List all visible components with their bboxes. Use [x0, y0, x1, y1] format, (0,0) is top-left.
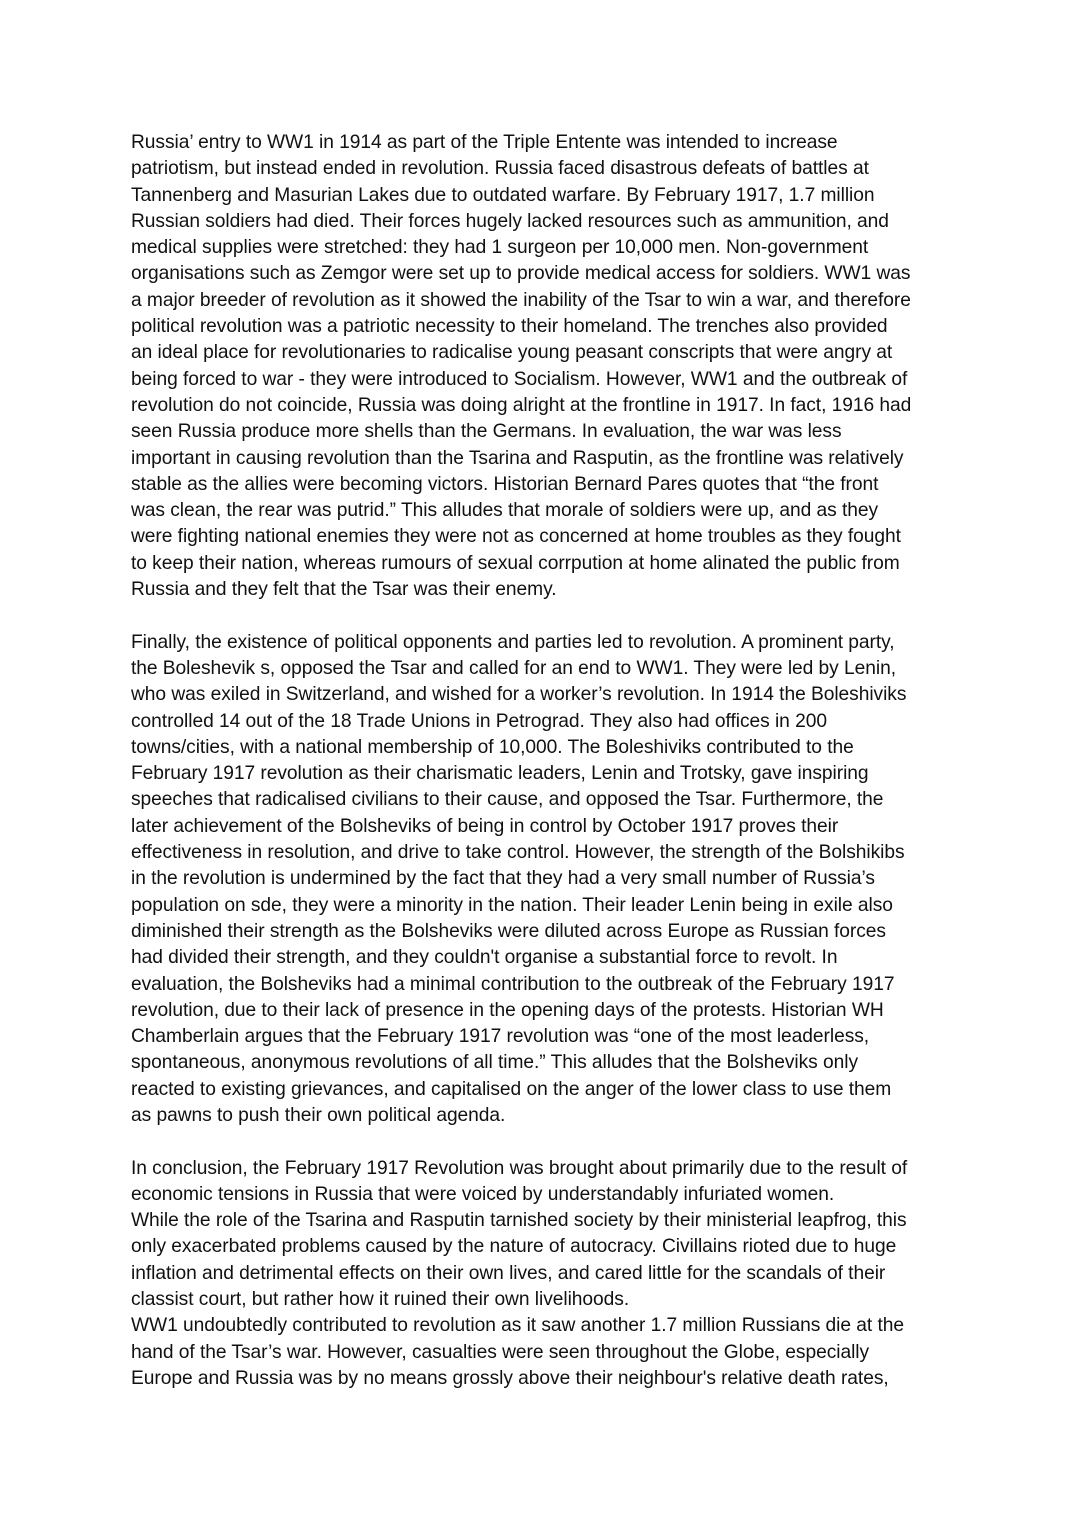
text-line: Chamberlain argues that the February 1917 revolution was “one of the most leaderless, [131, 1026, 870, 1048]
text-line: inflation and detrimental effects on their own lives, and cared little for the scandals of their [131, 1262, 886, 1284]
text-line: revolution, due to their lack of presence in the opening days of the protests. Historian WH [131, 999, 884, 1021]
text-line: a major breeder of revolution as it showed the inability of the Tsar to win a war, and therefore [131, 289, 911, 311]
text-line: revolution do not coincide, Russia was doing alright at the frontline in 1917. In fact, 1916 had [131, 394, 912, 416]
text-line: towns/cities, with a national membership of 10,000. The Boleshiviks contributed to the [131, 736, 854, 758]
text-line: important in causing revolution than the Tsarina and Rasputin, as the frontline was relatively [131, 447, 904, 469]
text-line: seen Russia produce more shells than the Germans. In evaluation, the war was less [131, 421, 842, 443]
text-line: later achievement of the Bolsheviks of being in control by October 1917 proves their [131, 815, 839, 837]
text-line: the Boleshevik s, opposed the Tsar and called for an end to WW1. They were led by Lenin, [131, 657, 896, 679]
text-line: While the role of the Tsarina and Rasputin tarnished society by their ministerial leapfrog, this [131, 1210, 907, 1232]
paragraph-bolsheviks [131, 630, 961, 1130]
paragraph-ww1 [131, 130, 961, 603]
text-line: stable as the allies were becoming victors. Historian Bernard Pares quotes that “the front [131, 473, 879, 495]
text-line: classist court, but rather how it ruined their own livelihoods. [131, 1289, 630, 1311]
text-line: Russia’ entry to WW1 in 1914 as part of the Triple Entente was intended to increase [131, 132, 838, 153]
text-line: was clean, the rear was putrid.” This alludes that morale of soldiers were up, and as they [131, 500, 879, 522]
text-line: an ideal place for revolutionaries to radicalise young peasant conscripts that were angry at [131, 342, 893, 364]
text-line: speeches that radicalised civilians to their cause, and opposed the Tsar. Furthermore, the [131, 789, 884, 811]
text-line: diminished their strength as the Bolsheviks were diluted across Europe as Russian forces [131, 920, 886, 942]
text-line: reacted to existing grievances, and capitalised on the anger of the lower class to use them [131, 1078, 892, 1100]
text-line: Tannenberg and Masurian Lakes due to outdated warfare. By February 1917, 1.7 million [131, 184, 875, 206]
paragraph-conclusion [131, 1156, 961, 1393]
text-line: medical supplies were stretched: they had 1 surgeon per 10,000 men. Non-government [131, 237, 869, 259]
document-page [131, 130, 961, 1392]
text-line: Russia and they felt that the Tsar was their enemy. [131, 579, 557, 601]
text-line: to keep their nation, whereas rumours of sexual corrpution at home alinated the public from [131, 552, 900, 574]
text-line: population on sde, they were a minority in the nation. Their leader Lenin being in exile also [131, 894, 893, 916]
text-line: being forced to war - they were introduced to Socialism. However, WW1 and the outbreak of [131, 368, 908, 390]
text-line: Russian soldiers had died. Their forces hugely lacked resources such as ammunition, and [131, 210, 889, 232]
text-line: economic tensions in Russia that were voiced by understandably infuriated women. [131, 1183, 835, 1205]
text-line: hand of the Tsar’s war. However, casualties were seen throughout the Globe, especially [131, 1341, 870, 1363]
text-line: effectiveness in resolution, and drive to take control. However, the strength of the Bolshikibs [131, 842, 905, 864]
text-line: only exacerbated problems caused by the nature of autocracy. Civillains rioted due to huge [131, 1236, 897, 1258]
text-line: in the revolution is undermined by the fact that they had a very small number of Russia’s [131, 868, 875, 890]
text-line: as pawns to push their own political agenda. [131, 1104, 506, 1126]
text-line: had divided their strength, and they couldn't organise a substantial force to revolt. In [131, 947, 838, 969]
text-line: patriotism, but instead ended in revolution. Russia faced disastrous defeats of battles at [131, 158, 869, 180]
text-line: who was exiled in Switzerland, and wished for a worker’s revolution. In 1914 the Boleshiviks [131, 684, 907, 706]
text-line: political revolution was a patriotic necessity to their homeland. The trenches also provided [131, 316, 888, 338]
text-line: were fighting national enemies they were not as concerned at home troubles as they fought [131, 526, 901, 548]
paragraph-spacer [131, 603, 961, 629]
text-line: spontaneous, anonymous revolutions of all time.” This alludes that the Bolsheviks only [131, 1052, 859, 1074]
text-line: organisations such as Zemgor were set up to provide medical access for soldiers. WW1 was [131, 263, 911, 285]
paragraph-spacer [131, 1129, 961, 1155]
text-line: Finally, the existence of political opponents and parties led to revolution. A prominent party, [131, 631, 895, 653]
text-line: Europe and Russia was by no means grossly above their neighbour's relative death rates, [131, 1367, 889, 1389]
text-line: WW1 undoubtedly contributed to revolution as it saw another 1.7 million Russians die at the [131, 1315, 904, 1337]
text-line: In conclusion, the February 1917 Revolution was brought about primarily due to the result of [131, 1157, 908, 1179]
text-line: controlled 14 out of the 18 Trade Unions in Petrograd. They also had offices in 200 [131, 710, 827, 732]
text-line: February 1917 revolution as their charismatic leaders, Lenin and Trotsky, gave inspiring [131, 763, 869, 785]
text-line: evaluation, the Bolsheviks had a minimal contribution to the outbreak of the February 1917 [131, 973, 895, 995]
